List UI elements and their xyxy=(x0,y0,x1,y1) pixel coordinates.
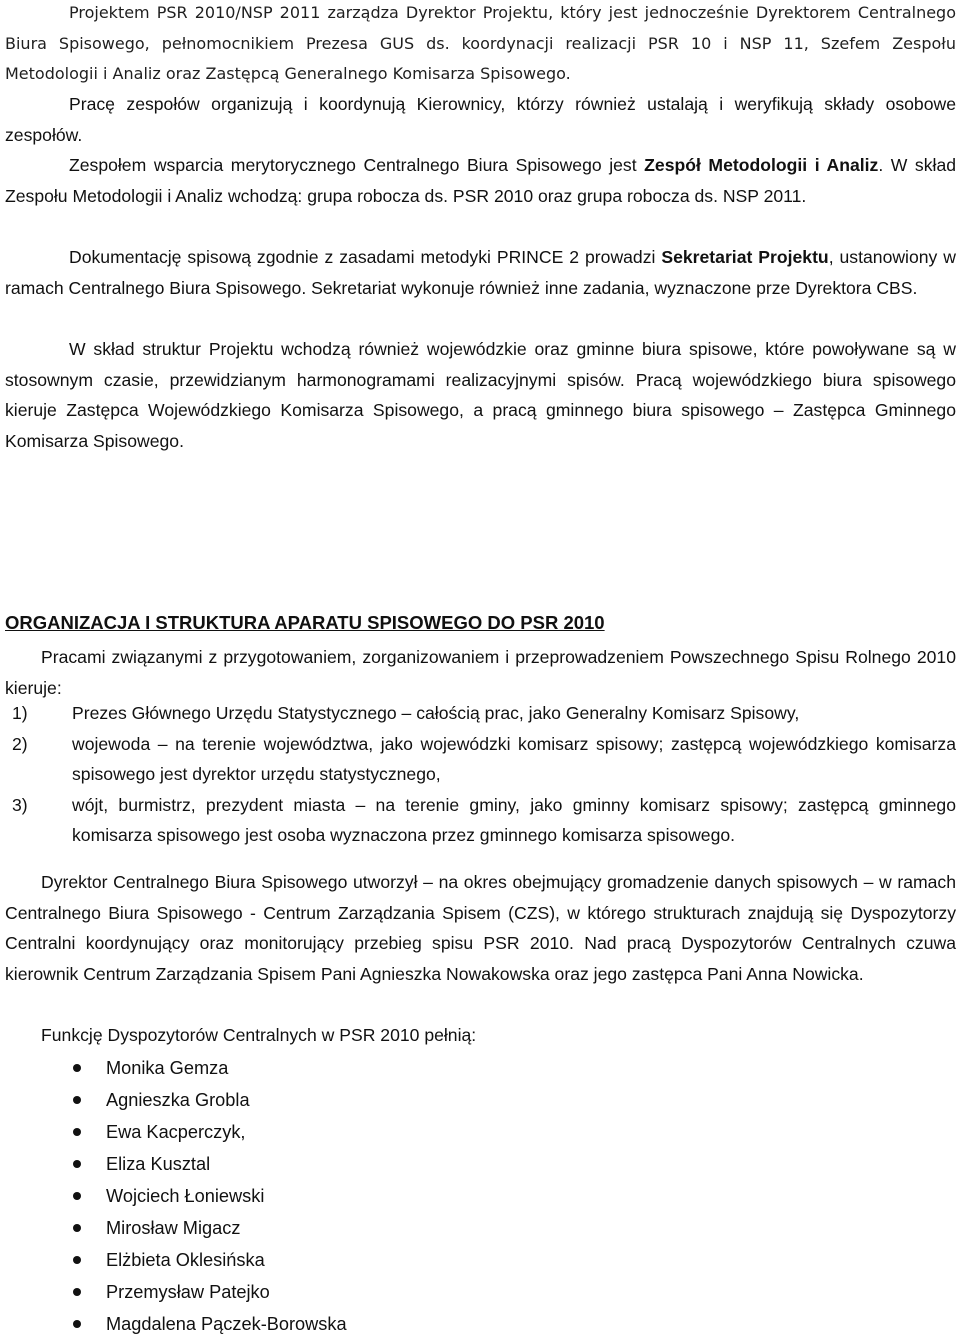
bullet-icon xyxy=(73,1192,81,1200)
paragraph-methodology-team xyxy=(5,150,956,211)
dispatcher-name: Eliza Kusztal xyxy=(106,1154,211,1174)
leadership-numbered-list xyxy=(5,698,956,851)
bullet-icon xyxy=(73,1320,81,1328)
dispatchers-bullet-list xyxy=(5,1052,347,1340)
dispatcher-name: Elżbieta Oklesińska xyxy=(106,1250,265,1270)
numbered-list-item xyxy=(5,729,956,790)
list-number: 1) xyxy=(12,703,28,723)
list-item xyxy=(5,1116,347,1148)
list-item xyxy=(5,1052,347,1084)
list-item-text: wójt, burmistrz, prezydent miasta – na terenie gminy, jako gminny komisarz spisowy; zastępcą gminnego komisarza spisowego jest osoba wyznaczona przez gminnego komisarza spisowego. xyxy=(72,794,956,845)
bullet-icon xyxy=(73,1128,81,1136)
list-number: 2) xyxy=(12,733,28,754)
bullet-icon xyxy=(73,1064,81,1072)
bullet-icon xyxy=(73,1160,81,1168)
paragraph-secretariat xyxy=(5,242,956,303)
list-item xyxy=(5,1276,347,1308)
numbered-list-item xyxy=(5,698,956,729)
paragraph-team-coordination: Pracę zespołów organizują i koordynują Kierownicy, którzy również ustalają i weryfikują składy osobowe zespołów. xyxy=(5,94,956,145)
bullet-icon xyxy=(73,1096,81,1104)
paragraph-census-offices: W skład struktur Projektu wchodzą również wojewódzkie oraz gminne biura spisowe, które powoływane są w stosownym czasie, przewidzianym harmonogramami realizacyjnymi spisów. Pracą wojewódzkiego biura spisowego kieruje Zastępca Wojewódzkiego Komisarza Spisowego, a pracą gminnego biura spisowego – Zastępca Gminnego Komisarza Spisowego. xyxy=(5,339,956,451)
list-number: 3) xyxy=(12,794,28,815)
paragraph-dispatchers-intro: Funkcję Dyspozytorów Centralnych w PSR 2010 pełnią: xyxy=(41,1025,477,1045)
list-item-text: Prezes Głównego Urzędu Statystycznego – całością prac, jako Generalny Komisarz Spisowy, xyxy=(72,703,800,723)
paragraph-census-leadership-intro: Pracami związanymi z przygotowaniem, zorganizowaniem i przeprowadzeniem Powszechnego Spisu Rolnego 2010 kieruje: xyxy=(5,647,956,698)
list-item xyxy=(5,1148,347,1180)
dispatcher-name: Przemysław Patejko xyxy=(106,1282,270,1302)
list-item xyxy=(5,1084,347,1116)
secretariat-name: Sekretariat Projektu xyxy=(661,247,829,267)
paragraph-project-management: Projektem PSR 2010/NSP 2011 zarządza Dyrektor Projektu, który jest jednocześnie Dyrektorem Centralnego Biura Spisowego, pełnomocnikiem Prezesa GUS ds. koordynacji realizacji PSR 10 i NSP 11, Szefem Zespołu Metodologii i Analiz oraz Zastępcą Generalnego Komisarza Spisowego. xyxy=(5,3,956,83)
dispatcher-name: Ewa Kacperczyk, xyxy=(106,1122,246,1142)
methodology-text-after: . W skład Zespołu Metodologii i Analiz wchodzą: grupa robocza ds. PSR 2010 oraz grupa robocza ds. NSP 2011. xyxy=(5,155,957,206)
dispatcher-name: Wojciech Łoniewski xyxy=(106,1186,265,1206)
dispatcher-name: Agnieszka Grobla xyxy=(106,1090,250,1110)
list-item xyxy=(5,1308,347,1340)
bullet-icon xyxy=(73,1256,81,1264)
list-item-text: wojewoda – na terenie województwa, jako wojewódzki komisarz spisowy; zastępcą wojewódzkiego komisarza spisowego jest dyrektor urzędu statystycznego, xyxy=(72,733,956,784)
list-item xyxy=(5,1180,347,1212)
list-item xyxy=(5,1212,347,1244)
dispatcher-name: Mirosław Migacz xyxy=(106,1218,241,1238)
secretariat-text-after: , ustanowiony w ramach Centralnego Biura Spisowego. Sekretariat wykonuje również inne zadania, wyznaczone prze Dyrektora CBS. xyxy=(5,247,956,298)
list-item xyxy=(5,1244,347,1276)
bullet-icon xyxy=(73,1224,81,1232)
numbered-list-item xyxy=(5,790,956,851)
secretariat-text-before: Dokumentację spisową zgodnie z zasadami metodyki PRINCE 2 prowadzi xyxy=(69,247,662,267)
methodology-text-before: Zespołem wsparcia merytorycznego Centralnego Biura Spisowego jest xyxy=(69,155,645,175)
bullet-icon xyxy=(73,1288,81,1296)
paragraph-census-management-center: Dyrektor Centralnego Biura Spisowego utworzył – na okres obejmujący gromadzenie danych spisowych – w ramach Centralnego Biura Spisowego - Centrum Zarządzania Spisem (CZS), w którego strukturach znajdują się Dyspozytorzy Centralni koordynujący oraz monitorujący przebieg spisu PSR 2010. Nad pracą Dyspozytorów Centralnych czuwa kierownik Centrum Zarządzania Spisem Pani Agnieszka Nowakowska oraz jego zastępca Pani Anna Nowicka. xyxy=(5,872,956,984)
dispatcher-name: Magdalena Pączek-Borowska xyxy=(106,1314,347,1334)
dispatcher-name: Monika Gemza xyxy=(106,1058,229,1078)
section-heading: ORGANIZACJA I STRUKTURA APARATU SPISOWEGO DO PSR 2010 xyxy=(5,612,605,633)
methodology-team-name: Zespół Metodologii i Analiz xyxy=(644,155,879,175)
